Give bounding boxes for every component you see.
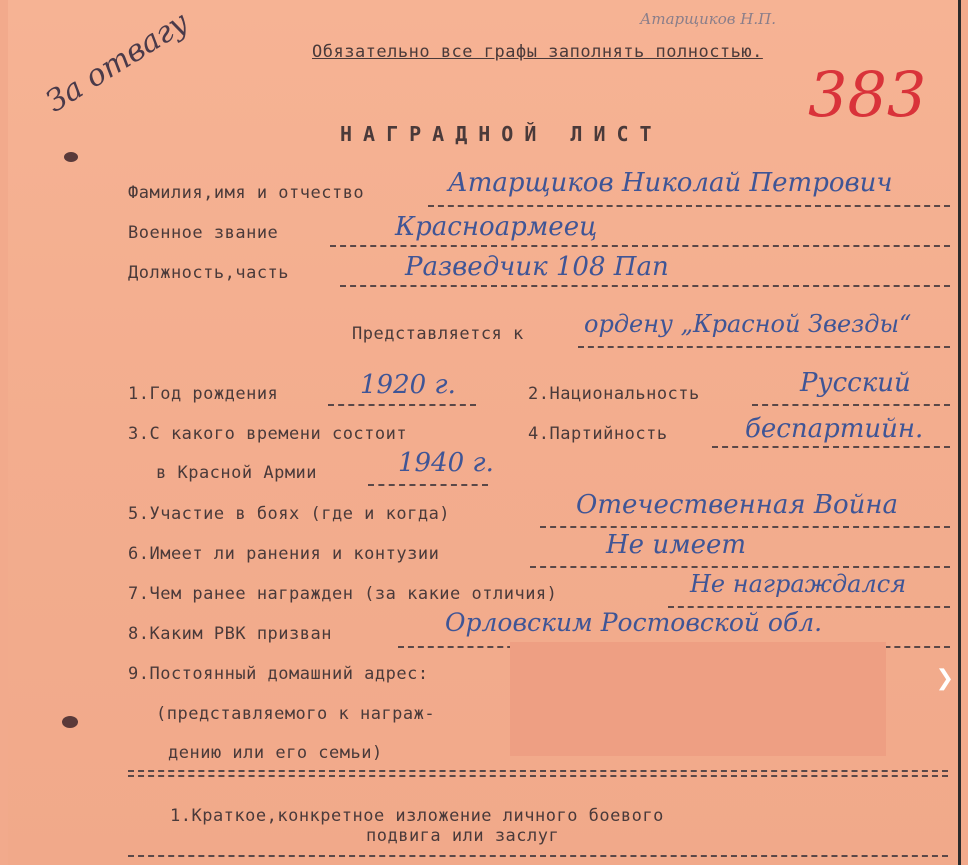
double-separator [128, 770, 948, 777]
nationality-line [752, 404, 950, 406]
army-value: 1940 г. [398, 448, 494, 478]
address-sub1: (представляемого к награж- [156, 704, 436, 724]
party-line [712, 446, 950, 448]
margin-note: За отвагу [40, 4, 195, 120]
position-label: Должность,часть [128, 263, 290, 283]
battles-line [540, 526, 950, 528]
awards-value: Не награждался [690, 570, 907, 598]
awards-label: 7.Чем ранее награжден (за какие отличия) [128, 584, 558, 604]
birth-label: 1.Год рождения [128, 384, 279, 404]
position-line [340, 285, 950, 287]
wounds-line [530, 566, 950, 568]
party-label: 4.Партийность [528, 424, 668, 444]
fio-label: Фамилия,имя и отчество [128, 183, 365, 203]
punch-hole [64, 152, 78, 162]
wounds-value: Не имеет [606, 530, 747, 560]
since-label: 3.С какого времени состоит [128, 424, 408, 444]
rank-label: Военное звание [128, 223, 279, 243]
presented-label: Представляется к [352, 324, 524, 344]
summary-line1: 1.Краткое,конкретное изложение личного боевого [170, 806, 664, 826]
rvk-label: 8.Каким РВК призван [128, 624, 332, 644]
bottom-separator [128, 855, 948, 857]
nationality-value: Русский [800, 368, 911, 398]
chevron-right-icon[interactable]: ❯ [935, 666, 954, 691]
fill-instruction: Обязательно все графы заполнять полностью. [312, 42, 763, 62]
page-title: НАГРАДНОЙ ЛИСТ [340, 122, 663, 146]
birth-value: 1920 г. [360, 370, 456, 400]
wounds-label: 6.Имеет ли ранения и контузии [128, 544, 440, 564]
fio-line [428, 205, 950, 207]
battles-label: 5.Участие в боях (где и когда) [128, 504, 451, 524]
doc-number: 383 [808, 58, 927, 131]
battles-value: Отечественная Война [576, 490, 899, 520]
position-value: Разведчик 108 Пап [405, 252, 669, 282]
army-label: в Красной Армии [156, 463, 318, 483]
presented-value: ордену „Красной Звезды“ [584, 310, 912, 338]
birth-line [328, 404, 476, 406]
redacted-address [510, 642, 886, 756]
presented-line [578, 346, 950, 348]
army-line [368, 484, 488, 486]
nationality-label: 2.Национальность [528, 384, 700, 404]
party-value: беспартийн. [745, 414, 924, 444]
rank-value: Красноармеец [395, 212, 598, 242]
address-label: 9.Постоянный домашний адрес: [128, 664, 429, 684]
rvk-value: Орловским Ростовской обл. [445, 608, 823, 637]
summary-line2: подвига или заслуг [366, 826, 560, 846]
fio-value: Атарщиков Николай Петрович [448, 168, 893, 198]
archive-note: Атарщиков Н.П. [640, 10, 776, 28]
rank-line [330, 245, 950, 247]
address-sub2: дению или его семьи) [168, 743, 383, 763]
punch-hole [62, 716, 78, 728]
